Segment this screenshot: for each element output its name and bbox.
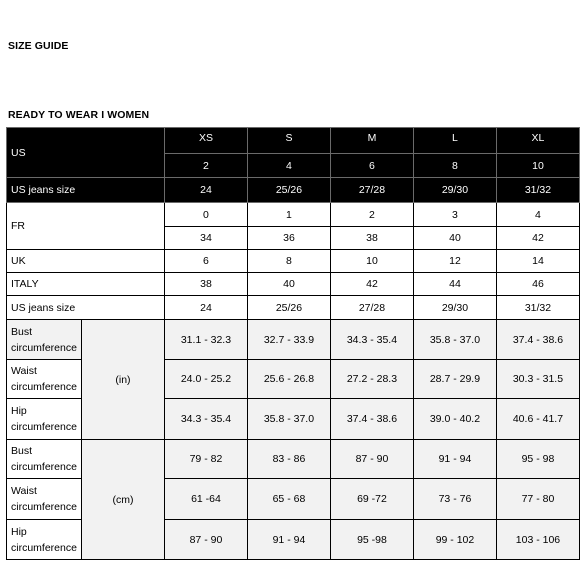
uk-row (7, 250, 580, 273)
italy-row (7, 273, 580, 296)
hip-cm-value: 91 - 94 (247, 520, 330, 560)
us-value: 10 (496, 154, 579, 178)
bust-cm-row (7, 440, 580, 479)
table-title: READY TO WEAR I WOMEN (8, 109, 150, 121)
hip-in-value: 39.0 - 40.2 (413, 399, 496, 440)
size-l-header: L (413, 128, 496, 154)
bust-label (7, 440, 82, 479)
hip-cm-value: 99 - 102 (413, 520, 496, 560)
waist-in-value: 30.3 - 31.5 (496, 360, 579, 399)
size-header-row (7, 128, 580, 154)
fr-value: 34 (164, 227, 247, 250)
fr-value: 36 (247, 227, 330, 250)
unit-inches: (in) (81, 320, 164, 440)
fr-value: 2 (330, 203, 413, 227)
us-value: 8 (413, 154, 496, 178)
hip-label-line1: Hip (11, 525, 27, 538)
waist-label (7, 360, 82, 399)
fr-value: 38 (330, 227, 413, 250)
us-jeans-header-value: 25/26 (247, 178, 330, 203)
italy-value: 42 (330, 273, 413, 296)
bust-cm-value: 87 - 90 (330, 440, 413, 479)
bust-cm-value: 83 - 86 (247, 440, 330, 479)
fr-value: 40 (413, 227, 496, 250)
uk-value: 6 (164, 250, 247, 273)
unit-cm: (cm) (81, 440, 164, 560)
bust-cm-value: 79 - 82 (164, 440, 247, 479)
waist-cm-value: 73 - 76 (413, 479, 496, 520)
waist-in-value: 25.6 - 26.8 (247, 360, 330, 399)
fr-label: FR (7, 203, 165, 250)
waist-cm-value: 61 -64 (164, 479, 247, 520)
bust-cm-value: 91 - 94 (413, 440, 496, 479)
us-value: 4 (247, 154, 330, 178)
us-jeans-value: 29/30 (413, 296, 496, 320)
uk-value: 14 (496, 250, 579, 273)
hip-in-value: 37.4 - 38.6 (330, 399, 413, 440)
bust-in-value: 32.7 - 33.9 (247, 320, 330, 360)
waist-in-value: 28.7 - 29.9 (413, 360, 496, 399)
hip-in-value: 40.6 - 41.7 (496, 399, 579, 440)
bust-label (7, 320, 82, 360)
us-jeans-header-value: 31/32 (496, 178, 579, 203)
hip-in-value: 34.3 - 35.4 (164, 399, 247, 440)
hip-label-line2: circumference (11, 541, 77, 554)
bust-in-value: 34.3 - 35.4 (330, 320, 413, 360)
bust-in-value: 31.1 - 32.3 (164, 320, 247, 360)
us-jeans-header-row (7, 178, 580, 203)
size-xs-header: XS (164, 128, 247, 154)
bust-label-line2: circumference (11, 461, 77, 473)
fr-value: 42 (496, 227, 579, 250)
hip-label (7, 520, 82, 560)
waist-cm-value: 65 - 68 (247, 479, 330, 520)
us-value: 6 (330, 154, 413, 178)
bust-in-value: 35.8 - 37.0 (413, 320, 496, 360)
waist-cm-value: 69 -72 (330, 479, 413, 520)
us-jeans-label: US jeans size (7, 296, 165, 320)
waist-label-line1: Waist (11, 365, 37, 377)
us-jeans-header-label: US jeans size (7, 178, 165, 203)
us-jeans-value: 31/32 (496, 296, 579, 320)
us-jeans-value: 24 (164, 296, 247, 320)
uk-value: 12 (413, 250, 496, 273)
us-jeans-header-value: 24 (164, 178, 247, 203)
us-jeans-header-value: 29/30 (413, 178, 496, 203)
italy-value: 44 (413, 273, 496, 296)
italy-value: 40 (247, 273, 330, 296)
hip-in-value: 35.8 - 37.0 (247, 399, 330, 440)
fr-value: 4 (496, 203, 579, 227)
hip-cm-value: 95 -98 (330, 520, 413, 560)
fr-value: 3 (413, 203, 496, 227)
size-guide-table (6, 127, 580, 560)
us-value: 2 (164, 154, 247, 178)
fr-value: 1 (247, 203, 330, 227)
uk-value: 8 (247, 250, 330, 273)
waist-label-line2: circumference (11, 381, 77, 393)
italy-value: 38 (164, 273, 247, 296)
bust-label-line2: circumference (11, 341, 77, 354)
waist-in-value: 27.2 - 28.3 (330, 360, 413, 399)
us-jeans-row (7, 296, 580, 320)
hip-label-line1: Hip (11, 405, 27, 417)
fr-value: 0 (164, 203, 247, 227)
us-label: US (7, 128, 165, 178)
italy-value: 46 (496, 273, 579, 296)
hip-label-line2: circumference (11, 421, 77, 433)
uk-value: 10 (330, 250, 413, 273)
size-s-header: S (247, 128, 330, 154)
italy-label: ITALY (7, 273, 165, 296)
uk-label: UK (7, 250, 165, 273)
us-jeans-value: 25/26 (247, 296, 330, 320)
hip-label (7, 399, 82, 440)
waist-cm-value: 77 - 80 (496, 479, 579, 520)
bust-in-row (7, 320, 580, 360)
waist-label-line2: circumference (11, 501, 77, 513)
size-m-header: M (330, 128, 413, 154)
bust-label-line1: Bust (11, 325, 33, 338)
bust-in-value: 37.4 - 38.6 (496, 320, 579, 360)
waist-label-line1: Waist (11, 485, 37, 497)
hip-cm-value: 87 - 90 (164, 520, 247, 560)
bust-cm-value: 95 - 98 (496, 440, 579, 479)
us-jeans-header-value: 27/28 (330, 178, 413, 203)
waist-label (7, 479, 82, 520)
fr-row (7, 203, 580, 227)
bust-label-line1: Bust (11, 445, 33, 457)
size-xl-header: XL (496, 128, 579, 154)
us-jeans-value: 27/28 (330, 296, 413, 320)
page-title: SIZE GUIDE (8, 40, 69, 52)
waist-in-value: 24.0 - 25.2 (164, 360, 247, 399)
hip-cm-value: 103 - 106 (496, 520, 579, 560)
